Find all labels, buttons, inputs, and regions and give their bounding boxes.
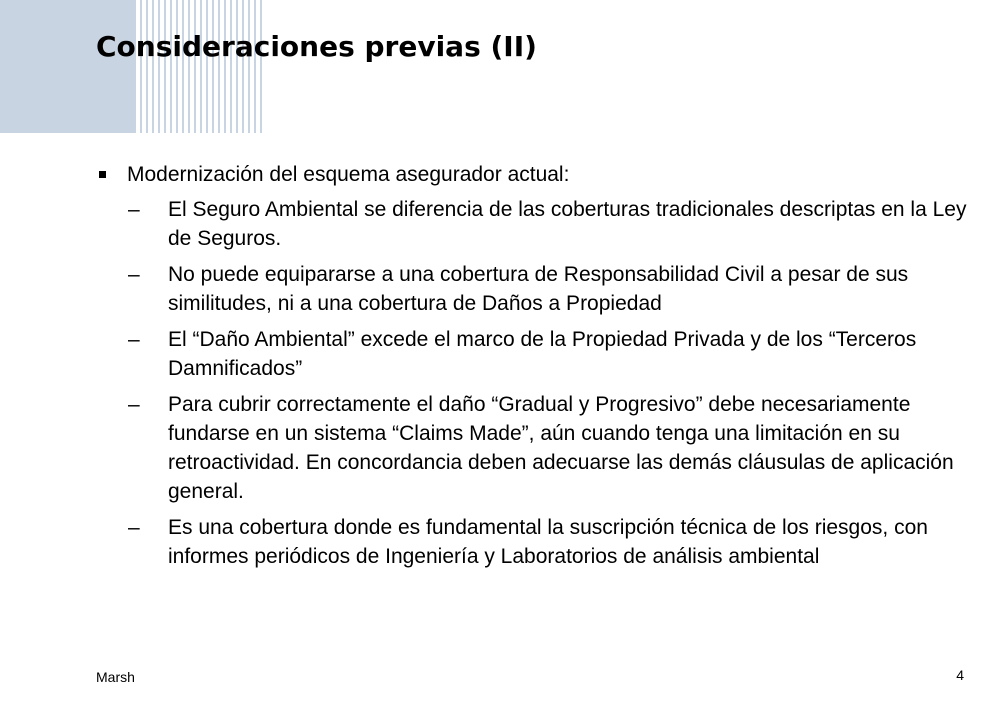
dash-bullet-icon: – [128, 328, 140, 351]
sub-bullet-item [96, 260, 976, 318]
footer-brand: Marsh [96, 669, 135, 685]
sub-bullet-text: Es una cobertura donde es fundamental la suscripción técnica de los riesgos, con informes periódicos de Ingeniería y Laboratorios de análisis ambiental [168, 516, 928, 568]
header-decoration-stripes [134, 0, 266, 133]
square-bullet-icon [99, 171, 106, 178]
sub-bullet-text: El “Daño Ambiental” excede el marco de la Propiedad Privada y de los “Terceros Damnificados” [168, 328, 917, 380]
main-bullet [96, 160, 976, 189]
slide-title: Consideraciones previas (II) [96, 30, 537, 63]
sub-bullet-text: No puede equipararse a una cobertura de Responsabilidad Civil a pesar de sus similitudes, ni a una cobertura de Daños a Propiedad [168, 263, 909, 315]
dash-bullet-icon: – [128, 198, 140, 221]
sub-bullet-item [96, 325, 976, 383]
dash-bullet-icon: – [128, 516, 140, 539]
main-bullet-text: Modernización del esquema asegurador actual: [127, 163, 570, 186]
sub-bullet-list [96, 195, 976, 571]
header-decoration-block [0, 0, 134, 133]
sub-bullet-text: Para cubrir correctamente el daño “Gradual y Progresivo” debe necesariamente fundarse en un sistema “Claims Made”, aún cuando tenga una limitación en su retroactividad. En concordancia deben adecuarse las demás cláusulas de aplicación general. [168, 393, 954, 503]
sub-bullet-item [96, 195, 976, 253]
slide-content [96, 160, 976, 578]
sub-bullet-text: El Seguro Ambiental se diferencia de las coberturas tradicionales descriptas en la Ley de Seguros. [168, 198, 967, 250]
page-number: 4 [956, 667, 964, 683]
sub-bullet-item [96, 513, 976, 571]
dash-bullet-icon: – [128, 393, 140, 416]
dash-bullet-icon: – [128, 263, 140, 286]
sub-bullet-item [96, 390, 976, 506]
